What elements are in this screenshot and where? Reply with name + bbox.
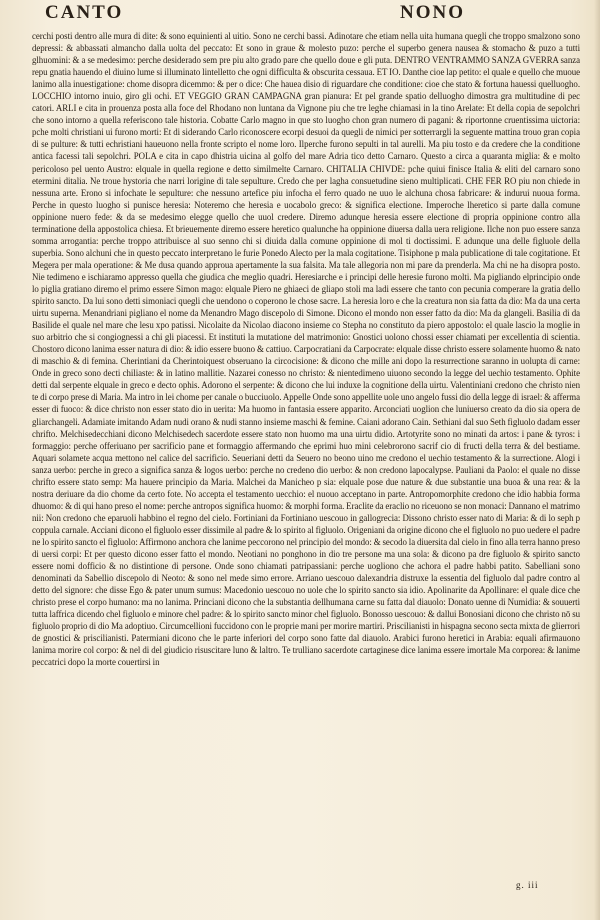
running-head-number: NONO [400,2,465,23]
running-head [0,0,600,22]
commentary-text-block [32,30,580,668]
page-edge-shadow [594,0,600,920]
signature-mark: g. iii [516,880,539,890]
running-head-canto: CANTO [45,2,124,23]
commentary-paragraph: cerchi posti dentro alle mura di dite: & sono equinienti al uitio. Sono ne cerchi bassi. Adinotare che etiam nella uita humana quegli che troppo smalzono sono depressi: & abbassati almancho dalla uolta del peccato: Et sono in graue & molesto puzo: perche el superbo genera nausea & stomacho & puzo a tutti glhuomini: & a se medesimo: perche desiderado sem pre piu alto grado pare che quello doue e gli puta. DENTRO VENTRAMMO SANZA GVERRA sanza repu gnatia hauendo el diuino lume si illuminato lintelletto che ogni difficulta & obscurita cessaua. ET IO. Danthe cioe lap petito: el quale e quello che muoue lanimo alla inuestigatione: chome disopra dicemmo: & per o dice: Che hauea disio di riguardare che conditione: cioe che stato & fortuna hauessi quelluogho. LOCCHIO intorno inuio, giro gli ochi. ET VEGGIO GRAN CAMPAGNA gran pianura: Et pel grande spatio delluogho dimostra gra multitudine di pec catori. ARLI e cita in prouenza posta alla foce del Rhodano non luntana da Vignone piu che tre leghe chiamasi in la tino Arelate: Et della copia de sepolchri che sono intorno a quella referiscono tale historia. Cobatte Carlo magno in que sto luogho chon gran numero di pagani: & riportonne cruentissima uictoria: pche molti christiani ui furono morti: Et di siderando Carlo riconoscere ecorpi desuoi da quegli de nimici per sotterrargli la seguente mattina trouo gran copia di se pulture: & tutti echristiani haueuono nella fronte scripto el nome loro. Ilperche furono sepulti in tal aurelli. Ma piu tosto e da credere che la conditione antica facessi tali sepolchri. POLA e cita in capo dhistria uicina al golfo del mare Adria tico detto Carnaro. Questo a circa a quaranta miglia: & e molto pericoloso pel uento Austro: elquale in quella regione e detto similmelte Carnaro. CHITALIA CHIVDE: pche quiui finisce Italia & eliti del carnaro sono etermini ditalia. Ne troue hystoria che narri lorigine di tale sepulture. Credo che per lagha consuetudine sieno multiplicati. CHE FER RO piu non chiede in nessuna arte. Erono si infochate le sepulture: che nessuno artefice piu infocha el ferro quado ne uuo le alchuna chosa fabricare: & indurui nuoua forma. Perche in questo luogho si punisce heresia: Noteremo che heresia e uocabolo greco: & significa electione. Imperoche lheretico si parte dalla comune oppinione nuero fede: & da se medesimo elegge quello che uuol credere. Diremo adunque heresia essere electione di propria oppinione contro alla terminatione della appostolica chiesa. Et brieuemente diremo essere heretico qualunche ha oppinione diuersa dalla uera religione. Ilche non puo essere sanza somma arrogantia: perche troppo attribuisce al suo senno chi si diuida dalla comune oppinione di mol ti doctissimi. E adunque una delle figluole della superbia. Sono alchuni che in questo peccato interpretano le furie Ponedo Alecto per la mala cogitatione. Tisiphone p mala publicatione di tale cogitatione. Et Megera per mala operatione: & Me dusa quando approua apertamente la sua falsita. Ma tale allegoria non mi pare da prenderla. Ma chi ne ha disopra posto. Nie tedimeno e ischiaramo appresso quella che giudica che meglio quadri. Heresiarche e i principi delle heresie furono molti. Ma pigliando elprincipio onde lo piglia gratiano diremo el primo essere Simon mago: elquale Piero ne ghiaeci de gliapo stoli ma ladi essere che tanto con pecunia comperare la gratia dello spirito sancto. Da lui sono detti simoniaci quegli che uendono o coperono le chose sacre. La heresia loro e che la creatura non sia fatta da dio: Ma da una certa uirtu superna. Menandriani pigliano el nome da Menandro Mago discepolo di Simone. Dicono el mondo non esser fatto da dio: Ma da glangeli. Basilia di da Basilide el quale nel mare che lesu xpo patissi. Nicolaite da Nicolao diacono insieme co Stepha no constituto da piero appostolo: el quale lascio la moglie in suo arbitrio che si congiognessi a chi gli piacessi. Et instituti la mutatione del matrimonio: Gnostici uolono chossi esser chiamati per excellentia di scientia. Chostoro dicono lanima esser natura di dio: & idio essere buono & cattiuo. Carpocratiani da Carpocrate: elquale disse christo essere solamente huomo & nato di maschio & di femina. Cherintiani da Cherintoiquest obseruano la circocisione: & dicono che mille ani dopo la resurrectione saranno in uolupta di carne: Onde in greco sono decti chiliaste: & in latino mallitie. Nazarei conesso no christo: & nientedimeno uiuono secondo la legge del uechio testamento. Ophite detti dal serpente elquale in greco e decto ophis. Adorono el serpente: & dicono che lui induxe la cognitione della uirtu. Valentiniani credono che christo nien te di corpo prese di Maria. Ma intro in lei chome per canale o bucciuolo. Appelle Onde sono appellite uole uno angelo fussi dio della legge di israel: & afferma esser di fuoco: & dice christo non esser stato dio in uerita: Ma huomo in fantasia essere apparito. Arconciati uoglion che luniuerso creato da dio sia opera de gliarchangeli. Adamiate imitando Adam nudi orano & nudi stanno insieme maschi & femine. Caiani adorano Cain. Sethiani dal suo Seth figluolo dadam esser chrifto. Melchisedecchiani dicono Melchisedech sacerdote essere stato non huomo ma una uirtu didio. Artotyrite sono no minati da artos: i pane & tyros: i formaggio: perche offeriuano per sacrificio pane et formaggio affermando che eprimi huo mini celebrorono sacrif cio di fructi della terra & del bestiame. Aquari solamete acqua mettono nel calice del sacrificio. Seueriani detti da Seuero no beono uino me credono el uechio testamento & la surrectione. Alogi i sanza uerbo: perche in greco a significa sanza & logos uerbo: perche no credeno dio uerbo: & non credono lapocalypse. Pauliani da Paolo: el quale no disse chrifto essere stato semp: Ma hauere principio da Maria. Malchei da Manicheo p sia: elquale pose due nature & due substantie una buoa & una rea: & la nostra deriuare da dio chome da certo fote. No accepta el testamento uecchio: el nuouo acceptano in parte. Antropomorphite credono che idio habbia forma dhuomo: & di qui hano preso el nome: perche antropos significa huomo: & morphi forma. Eraclite da eraclio no riceuono se non monaci: Dannano el matrimo nii: Non credono che eparuoli habbino el regno del cielo. Fortiniani da Fortiniano uescouo in gallogrecia: Dissono christo esser nato di Maria: & di lo seph p coppula carnale. Acciani dicono el figluolo esser dissimile al padre & lo spirito al figluolo. Origeniani da origine dicono che el figluolo no puo uedere el padre ne lo spirito sancto el figluolo: Affirmono anchora che lanime peccorono nel principio del mondo: & secodo la diuersita dal cielo in fino alla terra hanno preso di uersi corpi: Et per questo dicono esser fatto el mondo. Neotiani no ponghono in dio tre persone ma una sola: & dicono pa dre figluolo & spirito sancto essere nomi dofficio & no distintione di persone. Onde sono chiamati patripassiani: perche uogliono che achora el padre habbi patito. Sabelliani sono denominati da Sabellio discepolo di Neoto: & sono nel mede simo errore. Arriano uescouo dalexandria distruxe la essentia del figluolo dal padre contro al detto del signore: che disse Ego & pater unum sumus: Macedonio uescouo no uole che lo spirito sancto sia idio. Apolinarite da Apollinare: el quale dice che christo prese el corpo humano: ma no lanima. Princiani dicono che la substantia dellhumana carne su fatta dal diauolo: Donato uenne di Numidia: & souuerti tutta laffrica dicendo chel figluolo e minore chel padre: & lo spirito sancto minor chel figluolo. Bonosso uescouo: & dallui Bonosiani dicono che christo nō su figluolo proprio di dio Ma adoptiuo. Circumcellioni fuccidono con le proprie mani per morire martiri. Priscilianisti in hispagna secono secta mixta de glierrori de gnostici & priscilianisti. Patermiani dicono che le parte inferiori del corpo sono fatte dal diauolo. Arabici furono heretici in Arabia: equali afirmauono lanima morire col corpo: & nel di del giudicio risuscitare luno & laltro. Te trulliano sacerdote cartaginese dice lanima essere imortale Ma corporea: & lanime peccatrici dopo la morte couertirsi in [32,31,580,668]
